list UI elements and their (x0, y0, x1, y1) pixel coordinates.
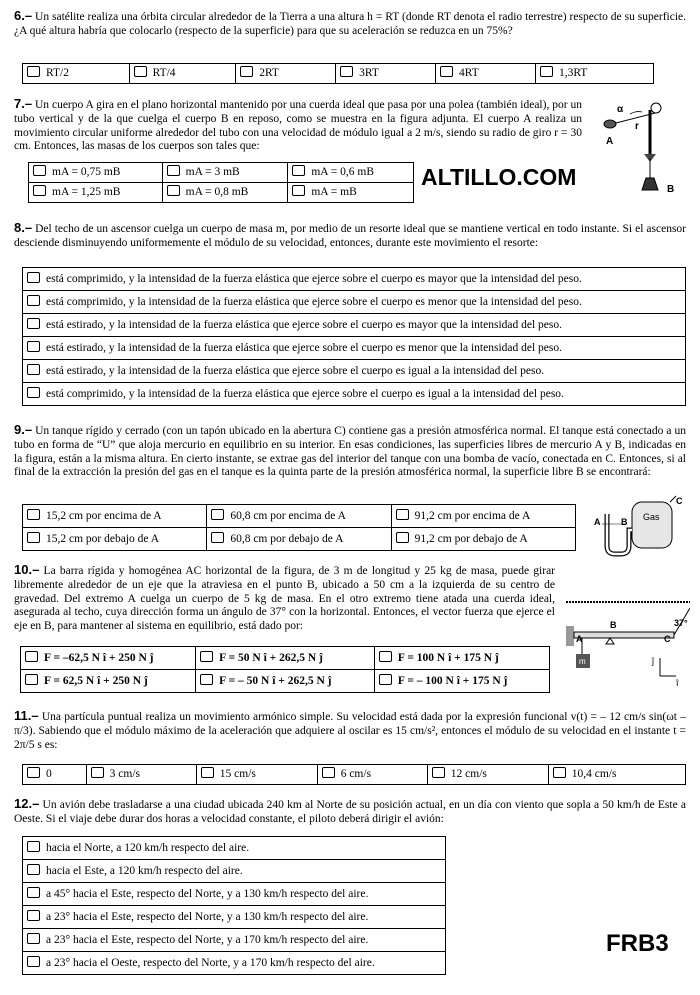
checkbox[interactable] (553, 767, 566, 778)
option[interactable]: está comprimido, y la intensidad de la fuerza elástica que ejerce sobre el cuerpo es mayor que la intensidad del peso. (23, 268, 686, 291)
option[interactable]: 4RT (436, 64, 536, 84)
checkbox[interactable] (379, 651, 392, 662)
question-text: Una partícula puntual realiza un movimiento armónico simple. Su velocidad está dada por la expresión funcional v(t) = – 12 cm/s sin(ωt – π/3). Sabiendo que el módulo máximo de la aceleración que adquiere al oscilar es 15 cm/s², entonces el módulo de su velocidad en el instante t = 2π/5 s es: (14, 711, 687, 751)
label-a: A (594, 517, 601, 527)
checkbox[interactable] (340, 66, 353, 77)
question-number: 8.– (14, 220, 33, 235)
checkbox[interactable] (211, 509, 224, 520)
option[interactable]: 91,2 cm por encima de A (391, 505, 575, 528)
option[interactable]: está comprimido, y la intensidad de la fuerza elástica que ejerce sobre el cuerpo es igual a la intensidad del peso. (23, 383, 686, 406)
label-i: î (676, 678, 679, 688)
label-b: B (667, 184, 675, 195)
label-r: r (635, 121, 639, 132)
question-11 (14, 708, 686, 752)
checkbox[interactable] (27, 364, 40, 375)
option[interactable]: a 23° hacia el Este, respecto del Norte, y a 130 km/h respecto del aire. (23, 906, 446, 929)
q9-options (22, 504, 576, 551)
checkbox[interactable] (25, 674, 38, 685)
option[interactable]: F = 50 N î + 262,5 N ĵ (196, 647, 375, 670)
checkbox[interactable] (201, 767, 214, 778)
q8-options (22, 267, 686, 406)
option[interactable]: hacia el Este, a 120 km/h respecto del aire. (23, 860, 446, 883)
option[interactable]: 15,2 cm por debajo de A (23, 528, 207, 551)
option[interactable]: mA = 0,75 mB (29, 163, 163, 183)
checkbox[interactable] (27, 387, 40, 398)
checkbox[interactable] (27, 318, 40, 329)
question-8 (14, 220, 686, 251)
label-b: B (610, 620, 617, 630)
question-text: Del techo de un ascensor cuelga un cuerpo de masa m, por medio de un resorte ideal que se mantiene vertical en todo instante. Si el ascensor desciende disminuyendo uniformemente el módulo de su velocidad, entonces, durante este movimiento el resorte: (14, 223, 687, 249)
checkbox[interactable] (396, 509, 409, 520)
checkbox[interactable] (167, 165, 180, 176)
tank-figure (592, 494, 688, 558)
option[interactable]: mA = 1,25 mB (29, 183, 163, 203)
checkbox[interactable] (27, 509, 40, 520)
checkbox[interactable] (91, 767, 104, 778)
checkbox[interactable] (540, 66, 553, 77)
checkbox[interactable] (27, 341, 40, 352)
option[interactable]: mA = 0,6 mB (288, 163, 414, 183)
checkbox[interactable] (25, 651, 38, 662)
label-c: C (664, 634, 671, 644)
option[interactable]: 60,8 cm por encima de A (207, 505, 391, 528)
checkbox[interactable] (27, 272, 40, 283)
label-b: B (621, 517, 628, 527)
q10-options (20, 646, 550, 693)
option[interactable]: 0 (23, 765, 87, 785)
label-a: A (606, 136, 614, 147)
option[interactable]: F = –62,5 N î + 250 N ĵ (21, 647, 196, 670)
option[interactable]: está estirado, y la intensidad de la fuerza elástica que ejerce sobre el cuerpo es igual a la intensidad del peso. (23, 360, 686, 383)
checkbox[interactable] (322, 767, 335, 778)
question-text: La barra rígida y homogénea AC horizontal de la figura, de 3 m de longitud y 25 kg de masa, puede girar libremente alrededor de un eje que la atraviesa en el punto B, ubicado a 50 cm a la izquierda de su centro de gravedad. Del extremo A cuelga un cuerpo de 5 kg de masa. En el otro extremo tiene atada una cuerda ideal, asegurada al techo, cuya dirección forma un ángulo de 37° con la horizontal. Entonces, el vector fuerza que ejerce el eje en B, para mantener al sistema en equilibrio, está dado por: (14, 565, 556, 633)
question-number: 10.– (14, 562, 40, 577)
option[interactable]: a 23° hacia el Este, respecto del Norte, y a 170 km/h respecto del aire. (23, 929, 446, 952)
option[interactable]: RT/4 (129, 64, 236, 84)
q6-options (22, 63, 654, 84)
question-6 (14, 8, 686, 39)
option[interactable]: 60,8 cm por debajo de A (207, 528, 391, 551)
option[interactable]: hacia el Norte, a 120 km/h respecto del aire. (23, 837, 446, 860)
checkbox[interactable] (27, 887, 40, 898)
option[interactable]: mA = 0,8 mB (162, 183, 288, 203)
question-number: 6.– (14, 8, 33, 23)
option[interactable]: 10,4 cm/s (548, 765, 685, 785)
watermark: ALTILLO.COM (421, 164, 577, 190)
option[interactable]: F = 100 N î + 175 N ĵ (374, 647, 549, 670)
option[interactable]: a 45° hacia el Este, respecto del Norte, y a 130 km/h respecto del aire. (23, 883, 446, 906)
label-angle: 37° (674, 618, 688, 628)
checkbox[interactable] (240, 66, 253, 77)
question-12 (14, 796, 686, 827)
option[interactable]: 91,2 cm por debajo de A (391, 528, 575, 551)
question-7 (14, 96, 582, 154)
option[interactable]: mA = mB (288, 183, 414, 203)
checkbox[interactable] (167, 185, 180, 196)
option[interactable]: 1,3RT (535, 64, 653, 84)
checkbox[interactable] (134, 66, 147, 77)
option[interactable]: F = 62,5 N î + 250 N ĵ (21, 670, 196, 693)
q12-options (22, 836, 446, 975)
checkbox[interactable] (27, 295, 40, 306)
option[interactable]: 2RT (236, 64, 336, 84)
label-m: m (579, 657, 586, 666)
checkbox[interactable] (440, 66, 453, 77)
question-text: Un satélite realiza una órbita circular alrededor de la Tierra a una altura h = RT (donde RT denota el radio terrestre) respecto de su superficie. ¿A qué altura habría que colocarlo (respecto de la superficie) para que su aceleración se reduzca en un 75%? (14, 11, 686, 37)
checkbox[interactable] (33, 185, 46, 196)
label-a: A (576, 634, 583, 644)
q11-options (22, 764, 686, 785)
checkbox[interactable] (27, 66, 40, 77)
label-alpha: α (617, 104, 624, 115)
checkbox[interactable] (396, 532, 409, 543)
question-text: Un cuerpo A gira en el plano horizontal mantenido por una cuerda ideal que pasa por una polea (también ideal), por un tubo vertical y de la que cuelga el cuerpo B en reposo, como se muestra en la figura adjunta. El cuerpo A realiza un movimiento circular uniforme alrededor del tubo con una velocidad de módulo igual a 2 m/s, siendo su radio de giro r = 30 cm. Entonces, las masas de los cuerpos son tales que: (14, 99, 582, 153)
label-c: C (676, 496, 683, 506)
q7-options (28, 162, 414, 203)
option[interactable]: 15,2 cm por encima de A (23, 505, 207, 528)
option[interactable]: a 23° hacia el Oeste, respecto del Norte, y a 170 km/h respecto del aire. (23, 952, 446, 975)
footer-code: FRB3 (606, 930, 669, 957)
checkbox[interactable] (27, 532, 40, 543)
option[interactable]: está estirado, y la intensidad de la fuerza elástica que ejerce sobre el cuerpo es menor que la intensidad del peso. (23, 337, 686, 360)
option[interactable]: está comprimido, y la intensidad de la fuerza elástica que ejerce sobre el cuerpo es menor que la intensidad del peso. (23, 291, 686, 314)
checkbox[interactable] (27, 933, 40, 944)
option[interactable]: F = – 100 N î + 175 N ĵ (374, 670, 549, 693)
bar-figure (566, 596, 690, 688)
option[interactable]: 6 cm/s (317, 765, 427, 785)
option[interactable]: 3 cm/s (86, 765, 196, 785)
option[interactable]: RT/2 (23, 64, 130, 84)
checkbox[interactable] (27, 910, 40, 921)
checkbox[interactable] (292, 165, 305, 176)
question-text: Un tanque rígido y cerrado (con un tapón ubicado en la abertura C) contiene gas a presión atmosférica normal. El tanque está conectado a un tubo en forma de “U” que aloja mercurio en equilibrio en su interior. En esas condiciones, las superficies libres de mercurio A y B, indicadas en la figura, están a la misma altura. En cierto instante, se extrae gas del interior del tanque con una bomba de vacío, conectada en C. Entonces, si al final de la extracción la presión del gas en el tanque es la quinta parte de la presión atmosférica normal, la superficie libre B se encontrará: (14, 425, 687, 479)
label-j: ĵ (652, 656, 654, 666)
checkbox[interactable] (432, 767, 445, 778)
option[interactable]: mA = 3 mB (162, 163, 288, 183)
question-text: Un avión debe trasladarse a una ciudad ubicada 240 km al Norte de su posición actual, en un día con viento que sopla a 50 km/h de Este a Oeste. Si el viaje debe durar dos horas a velocidad constante, el piloto deberá dirigir el avión: (14, 799, 687, 825)
checkbox[interactable] (27, 767, 40, 778)
question-number: 11.– (14, 708, 39, 723)
checkbox[interactable] (27, 841, 40, 852)
option[interactable]: 15 cm/s (196, 765, 317, 785)
option[interactable]: 3RT (336, 64, 436, 84)
checkbox[interactable] (27, 956, 40, 967)
pulley-figure (600, 96, 690, 202)
checkbox[interactable] (379, 674, 392, 685)
checkbox[interactable] (292, 185, 305, 196)
checkbox[interactable] (200, 651, 213, 662)
checkbox[interactable] (33, 165, 46, 176)
option[interactable]: está estirado, y la intensidad de la fuerza elástica que ejerce sobre el cuerpo es mayor que la intensidad del peso. (23, 314, 686, 337)
label-gas: Gas (643, 512, 660, 522)
option[interactable]: F = – 50 N î + 262,5 N ĵ (196, 670, 375, 693)
question-number: 7.– (14, 96, 33, 111)
question-number: 12.– (14, 796, 40, 811)
question-9 (14, 422, 686, 480)
checkbox[interactable] (211, 532, 224, 543)
question-number: 9.– (14, 422, 33, 437)
option[interactable]: 12 cm/s (427, 765, 548, 785)
checkbox[interactable] (27, 864, 40, 875)
checkbox[interactable] (200, 674, 213, 685)
